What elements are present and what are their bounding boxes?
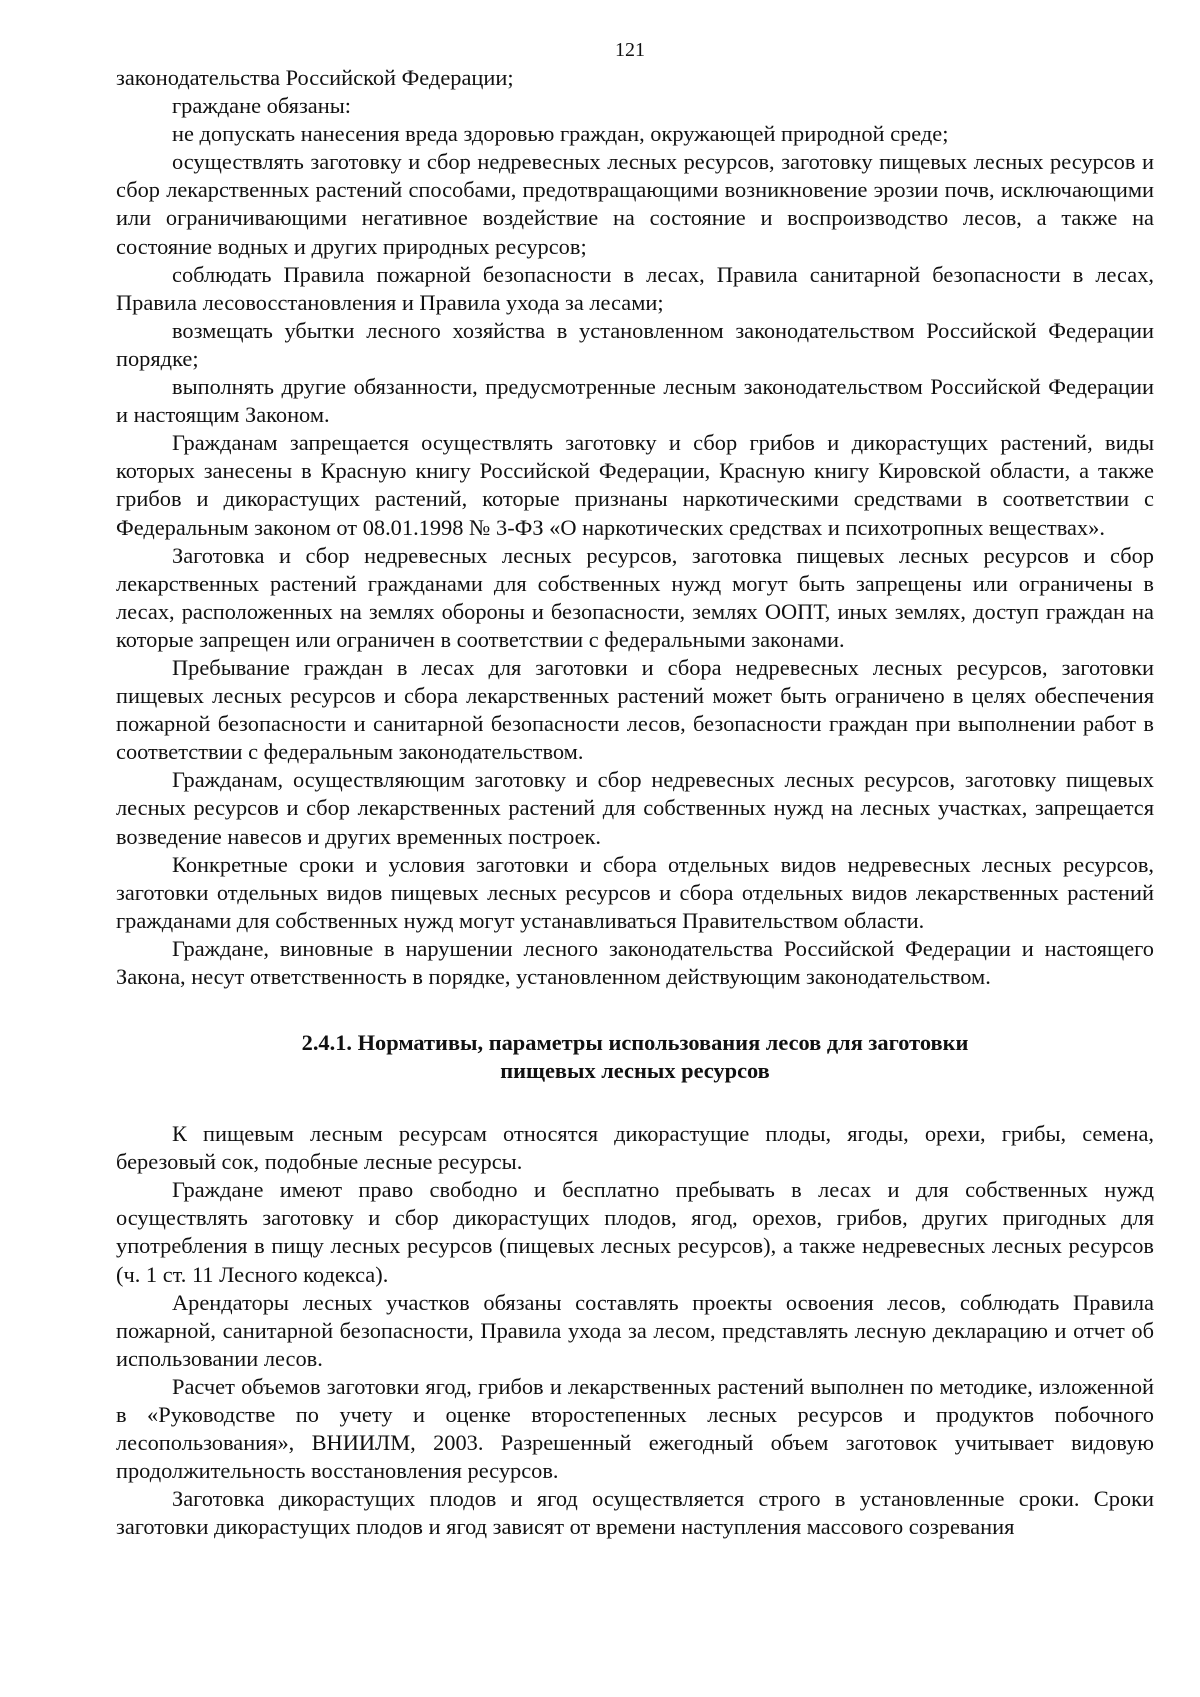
paragraph: Пребывание граждан в лесах для заготовки и сбора недревесных лесных ресурсов, заготовки пищевых лесных ресурсов и сбора лекарственных растений может быть ограничено в целях обеспечения пожарной безопасности и санитарной безопасности лесов, безопасности граждан при выполнении работ в соответствии с федеральным законодательством. (116, 654, 1154, 765)
paragraph: Арендаторы лесных участков обязаны составлять проекты освоения лесов, соблюдать Правила пожарной, санитарной безопасности, Правила ухода за лесом, представлять лесную декларацию и отчет об использовании лесов. (116, 1289, 1154, 1371)
paragraph: осуществлять заготовку и сбор недревесных лесных ресурсов, заготовку пищевых лесных ресурсов и сбор лекарственных растений способами, предотвращающими возникновение эрозии почв, исключающими или ограничивающими негативное воздействие на состояние и воспроизводство лесов, а также на состояние водных и других природных ресурсов; (116, 149, 1154, 259)
paragraph: Заготовка и сбор недревесных лесных ресурсов, заготовка пищевых лесных ресурсов и сбор лекарственных растений гражданами для собственных нужд могут быть запрещены или ограничены в лесах, расположенных на землях обороны и безопасности, землях ООПТ, иных землях, доступ граждан на которые запрещен или ограничен в соответствии с федеральными законами. (116, 542, 1154, 652)
paragraph: Конкретные сроки и условия заготовки и сбора отдельных видов недревесных лесных ресурсов, заготовки отдельных видов пищевых лесных ресурсов и сбора отдельных видов лекарственных растений гражданами для собственных нужд могут устанавливаться Правительством области. (116, 851, 1154, 933)
paragraph: граждане обязаны: (172, 93, 351, 119)
paragraph: Гражданам, осуществляющим заготовку и сбор недревесных лесных ресурсов, заготовку пищевых лесных ресурсов и сбор лекарственных растений для собственных нужд на лесных участках, запрещается возведение навесов и других временных построек. (116, 767, 1154, 849)
document-body (116, 64, 1154, 1542)
paragraph: не допускать нанесения вреда здоровью граждан, окружающей природной среде; (172, 121, 949, 147)
paragraph: законодательства Российской Федерации; (116, 65, 514, 90)
page-number: 121 (615, 39, 645, 61)
paragraph: выполнять другие обязанности, предусмотренные лесным законодательством Российской Федерации и настоящим Законом. (116, 374, 1154, 428)
paragraph: Граждане, виновные в нарушении лесного законодательства Российской Федерации и настоящего Закона, несут ответственность в порядке, установленном действующим законодательством. (116, 935, 1154, 989)
paragraph: Гражданам запрещается осуществлять заготовку и сбор грибов и дикорастущих растений, виды которых занесены в Красную книгу Российской Федерации, Красную книгу Кировской области, а также грибов и дикорастущих растений, которые признаны наркотическими средствами в соответствии с Федеральным законом от 08.01.1998 № 3-ФЗ «О наркотических средствах и психотропных веществах». (116, 430, 1154, 540)
paragraph: возмещать убытки лесного хозяйства в установленном законодательством Российской Федерации порядке; (116, 317, 1154, 371)
section-heading (116, 1029, 1154, 1085)
paragraph: К пищевым лесным ресурсам относятся дикорастущие плоды, ягоды, орехи, грибы, семена, березовый сок, подобные лесные ресурсы. (116, 1121, 1154, 1175)
section-heading-line-1: 2.4.1. Нормативы, параметры использования лесов для заготовки (301, 1030, 969, 1056)
paragraph: Граждане имеют право свободно и бесплатно пребывать в лесах и для собственных нужд осуществлять заготовку и сбор дикорастущих плодов, ягод, орехов, грибов, других пригодных для употребления в пищу лесных ресурсов (пищевых лесных ресурсов), а также недревесных лесных ресурсов (ч. 1 ст. 11 Лесного кодекса). (116, 1177, 1154, 1287)
paragraph: Расчет объемов заготовки ягод, грибов и лекарственных растений выполнен по методике, изложенной в «Руководстве по учету и оценке второстепенных лесных ресурсов и продуктов побочного лесопользования», ВНИИЛМ, 2003. Разрешенный ежегодный объем заготовок учитывает видовую продолжительность восстановления ресурсов. (116, 1373, 1154, 1484)
section-heading-line-2: пищевых лесных ресурсов (500, 1058, 770, 1084)
paragraph: Заготовка дикорастущих плодов и ягод осуществляется строго в установленные сроки. Сроки заготовки дикорастущих плодов и ягод зависят от времени наступления массового созревания (116, 1486, 1154, 1540)
paragraph: соблюдать Правила пожарной безопасности в лесах, Правила санитарной безопасности в лесах, Правила лесовосстановления и Правила ухода за лесами; (116, 261, 1154, 315)
